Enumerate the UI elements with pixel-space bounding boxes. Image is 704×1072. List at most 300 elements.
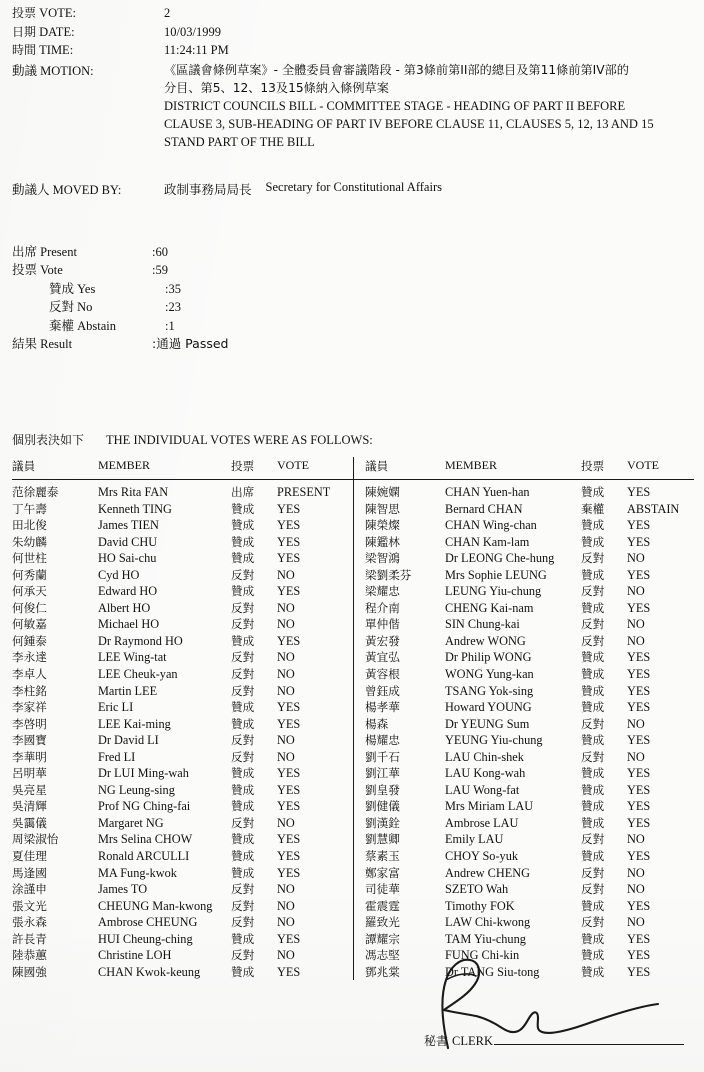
motion-text-en-line3: STAND PART OF THE BILL [164, 135, 315, 149]
table-row [365, 798, 694, 815]
tally-row-abstain [12, 317, 332, 335]
tally-label-present [12, 243, 152, 261]
member-vote-zh: 贊成 [231, 849, 255, 864]
table-row [12, 848, 353, 865]
member-name-zh: 李柱銘 [12, 683, 47, 698]
table-row [12, 600, 353, 617]
meta-label-vote [12, 4, 164, 23]
member-vote-zh: 贊成 [231, 633, 255, 648]
member-vote-zh: 反對 [231, 567, 255, 582]
member-vote-zh: 反對 [231, 882, 255, 897]
member-name-en: Howard YOUNG [445, 700, 532, 715]
tally-value-vote: :59 [152, 263, 168, 278]
member-name-en: Dr Raymond HO [98, 633, 183, 648]
table-header-cells-left [12, 457, 353, 479]
tally-label-abstain-en: Abstain [77, 318, 117, 333]
tally-label-yes-zh: 贊成 [49, 280, 75, 296]
member-vote-zh: 反對 [581, 915, 605, 930]
member-vote-zh: 贊成 [581, 815, 605, 830]
member-vote-en: YES [277, 501, 301, 516]
tally-label-yes-en: Yes [77, 281, 96, 296]
member-name-en: James TO [98, 882, 148, 897]
table-row [12, 534, 353, 551]
header-member-zh-left: 議員 [12, 459, 36, 473]
member-vote-en: YES [277, 534, 301, 549]
member-vote-zh: 贊成 [581, 534, 605, 549]
member-name-zh: 曾鈺成 [365, 683, 400, 698]
member-vote-en: YES [277, 716, 301, 731]
member-vote-en: NO [627, 716, 645, 731]
vote-meta-block [12, 4, 492, 60]
table-row [12, 798, 353, 815]
member-name-en: James TIEN [98, 518, 159, 533]
member-vote-en: YES [277, 700, 301, 715]
member-name-en: Timothy FOK [445, 898, 515, 913]
table-header-row [12, 457, 694, 479]
clerk-line [424, 1032, 684, 1049]
member-name-zh: 鄧兆棠 [365, 964, 400, 979]
member-name-zh: 霍震霆 [365, 898, 400, 913]
member-vote-en: NO [277, 733, 295, 748]
meta-label-vote-en: VOTE: [39, 6, 76, 20]
member-vote-zh: 贊成 [581, 485, 605, 499]
tally-value-yes: :35 [165, 281, 181, 296]
member-vote-en: NO [277, 650, 295, 665]
member-vote-zh: 贊成 [581, 766, 605, 781]
tally-value-result [152, 335, 228, 353]
member-vote-zh: 贊成 [231, 799, 255, 814]
member-name-en: LEE Cheuk-yan [98, 667, 178, 682]
member-name-en: FUNG Chi-kin [445, 948, 520, 963]
member-vote-en: YES [277, 766, 301, 781]
member-vote-en: YES [627, 948, 651, 963]
meta-label-time-zh: 時間 [12, 43, 37, 57]
member-name-zh: 丁午壽 [12, 501, 47, 516]
member-name-en: HO Sai-chu [98, 551, 157, 566]
member-name-en: Albert HO [98, 600, 151, 615]
member-vote-zh: 贊成 [231, 501, 255, 516]
tally-label-result-zh: 結果 [12, 336, 38, 352]
member-vote-en: YES [277, 799, 301, 814]
table-row [12, 732, 353, 749]
header-vote-zh-left: 投票 [231, 459, 255, 473]
table-row [12, 914, 353, 931]
member-vote-zh: 反對 [581, 617, 605, 632]
table-row [12, 716, 353, 733]
member-name-zh: 劉千石 [365, 749, 400, 764]
member-name-zh: 何俊仁 [12, 600, 47, 615]
member-vote-en: YES [627, 567, 651, 582]
tally-row-yes [12, 280, 332, 298]
member-vote-zh: 贊成 [581, 799, 605, 814]
member-name-zh: 吳亮星 [12, 782, 47, 797]
tally-row-result [12, 335, 332, 353]
motion-text [164, 62, 694, 151]
member-vote-en: YES [277, 964, 301, 979]
member-vote-en: YES [277, 518, 301, 533]
member-vote-en: YES [277, 633, 301, 648]
tally-label-result [12, 335, 152, 353]
member-name-en: NG Leung-sing [98, 782, 175, 797]
member-name-en: Kenneth TING [98, 501, 172, 516]
member-name-zh: 楊耀忠 [365, 733, 400, 748]
member-name-zh: 黃宏發 [365, 633, 400, 648]
member-vote-zh: 贊成 [581, 948, 605, 963]
member-name-en: Cyd HO [98, 567, 140, 582]
member-vote-en: YES [627, 849, 651, 864]
member-name-zh: 劉皇發 [365, 782, 400, 797]
member-name-zh: 何秀蘭 [12, 567, 47, 582]
member-name-en: CHAN Wing-chan [445, 518, 537, 533]
table-row [12, 898, 353, 915]
member-name-en: CHENG Kai-nam [445, 600, 534, 615]
member-vote-zh: 贊成 [581, 782, 605, 797]
member-name-zh: 李國寶 [12, 733, 47, 748]
table-row [365, 815, 694, 832]
meta-label-date-en: DATE: [39, 24, 75, 39]
table-row [365, 583, 694, 600]
member-vote-en: NO [277, 567, 295, 582]
tally-label-vote-en: Vote [40, 263, 63, 278]
motion-label-en: MOTION: [40, 64, 94, 78]
table-row [12, 501, 353, 518]
member-vote-zh: 反對 [231, 898, 255, 913]
member-name-zh: 張永森 [12, 915, 47, 930]
member-name-en: LAW Chi-kwong [445, 915, 531, 930]
member-name-zh: 李華明 [12, 749, 47, 764]
moved-by-label-en: MOVED BY: [52, 183, 122, 197]
member-vote-en: YES [277, 832, 301, 847]
member-vote-en: NO [627, 584, 645, 599]
member-vote-zh: 反對 [581, 551, 605, 566]
member-name-en: Ronald ARCULLI [98, 849, 190, 864]
member-name-zh: 朱幼麟 [12, 534, 47, 549]
member-vote-en: YES [627, 733, 651, 748]
moved-by-label [12, 180, 164, 198]
member-name-en: TAM Yiu-chung [445, 931, 526, 946]
member-vote-zh: 出席 [231, 485, 255, 499]
meta-label-date-zh: 日期 [12, 24, 37, 39]
member-name-zh: 張文光 [12, 898, 47, 913]
tally-row-vote [12, 261, 332, 279]
member-name-zh: 司徒華 [365, 882, 400, 897]
member-vote-en: NO [627, 633, 645, 648]
member-name-zh: 李永達 [12, 650, 47, 665]
table-row [12, 881, 353, 898]
tally-label-vote [12, 261, 152, 279]
member-name-zh: 劉江華 [365, 766, 400, 781]
member-vote-zh: 反對 [231, 749, 255, 764]
member-name-en: Dr TANG Siu-tong [445, 964, 540, 979]
member-vote-zh: 贊成 [231, 534, 255, 549]
member-name-en: CHAN Yuen-han [445, 485, 530, 499]
tally-label-no [12, 298, 189, 316]
member-name-zh: 楊孝華 [365, 700, 400, 715]
member-vote-en: YES [627, 667, 651, 682]
tally-value-result-text: :通過 Passed [152, 336, 229, 352]
member-name-zh: 馮志堅 [365, 948, 400, 963]
member-vote-zh: 反對 [231, 617, 255, 632]
member-vote-zh: 贊成 [231, 782, 255, 797]
votes-column-left [12, 484, 353, 980]
table-row [365, 881, 694, 898]
member-vote-en: YES [627, 485, 651, 499]
member-vote-zh: 反對 [581, 633, 605, 648]
member-name-zh: 陳智思 [365, 501, 400, 516]
table-row [365, 898, 694, 915]
member-vote-en: NO [277, 915, 295, 930]
member-name-en: Mrs Miriam LAU [445, 799, 534, 814]
member-name-en: Dr YEUNG Sum [445, 716, 530, 731]
member-name-zh: 呂明華 [12, 766, 47, 781]
header-member-zh-right: 議員 [365, 459, 389, 473]
member-name-zh: 許長青 [12, 931, 47, 946]
table-row [12, 583, 353, 600]
table-header-cells-right [365, 457, 694, 479]
member-name-en: CHAN Kam-lam [445, 534, 530, 549]
meta-value-vote: 2 [164, 6, 171, 20]
member-vote-zh: 反對 [231, 600, 255, 615]
table-header-left [12, 457, 353, 479]
member-name-zh: 涂謹申 [12, 882, 47, 897]
tally-label-abstain-zh: 棄權 [49, 317, 75, 333]
table-row [365, 484, 694, 501]
member-name-en: LEE Wing-tat [98, 650, 167, 665]
table-row [12, 666, 353, 683]
member-name-zh: 譚耀宗 [365, 931, 400, 946]
member-name-zh: 何世柱 [12, 551, 47, 566]
table-row [365, 666, 694, 683]
member-vote-zh: 贊成 [231, 584, 255, 599]
member-vote-zh: 贊成 [581, 683, 605, 698]
meta-value-time: 11:24:11 PM [164, 43, 229, 57]
clerk-label-en: CLERK [452, 1034, 493, 1048]
member-name-zh: 陸恭蕙 [12, 948, 47, 963]
member-vote-en: YES [277, 865, 301, 880]
meta-label-date [12, 23, 164, 42]
table-row [12, 964, 353, 981]
member-vote-en: NO [627, 882, 645, 897]
member-vote-en: NO [627, 617, 645, 632]
member-name-zh: 吳靄儀 [12, 815, 47, 830]
table-row [12, 782, 353, 799]
member-name-zh: 李卓人 [12, 667, 47, 682]
member-vote-en: YES [277, 551, 301, 566]
member-name-zh: 范徐麗泰 [12, 485, 59, 499]
member-name-en: Eric LI [98, 700, 134, 715]
header-vote-zh-right: 投票 [581, 459, 605, 473]
table-row [12, 616, 353, 633]
member-name-en: Ambrose CHEUNG [98, 915, 198, 930]
member-vote-en: NO [277, 948, 295, 963]
member-vote-zh: 棄權 [581, 501, 605, 516]
table-header-right [353, 457, 694, 479]
member-name-en: Bernard CHAN [445, 501, 523, 516]
member-name-zh: 梁劉柔芬 [365, 567, 412, 582]
table-row [365, 848, 694, 865]
table-row [365, 699, 694, 716]
column-divider-header [353, 457, 354, 479]
meta-label-vote-zh: 投票 [12, 6, 37, 20]
member-name-zh: 陳鑑林 [365, 534, 400, 549]
motion-label [12, 62, 164, 151]
table-row [12, 567, 353, 584]
member-name-en: LAU Kong-wah [445, 766, 526, 781]
member-vote-zh: 反對 [231, 667, 255, 682]
member-name-zh: 黃宜弘 [365, 650, 400, 665]
member-name-zh: 程介南 [365, 600, 400, 615]
member-name-zh: 劉漢銓 [365, 815, 400, 830]
table-row [365, 683, 694, 700]
member-name-en: CHAN Kwok-keung [98, 964, 201, 979]
member-vote-en: YES [627, 931, 651, 946]
member-name-en: CHEUNG Man-kwong [98, 898, 213, 913]
table-row [12, 815, 353, 832]
member-vote-en: YES [627, 518, 651, 533]
individual-votes-heading-zh: 個別表決如下 [12, 433, 85, 447]
member-vote-zh: 反對 [581, 716, 605, 731]
table-row [365, 616, 694, 633]
member-name-zh: 梁耀忠 [365, 584, 400, 599]
table-row [12, 484, 353, 501]
member-name-en: Emily LAU [445, 832, 504, 847]
tally-row-no [12, 298, 332, 316]
member-name-en: YEUNG Yiu-chung [445, 733, 543, 748]
member-vote-zh: 贊成 [231, 865, 255, 880]
tally-label-yes [12, 280, 189, 298]
table-row [12, 699, 353, 716]
member-name-en: TSANG Yok-sing [445, 683, 534, 698]
member-vote-en: NO [277, 815, 295, 830]
table-row [365, 600, 694, 617]
table-row [365, 749, 694, 766]
member-name-zh: 何承天 [12, 584, 47, 599]
member-vote-en: NO [627, 749, 645, 764]
table-body [12, 480, 694, 980]
tally-value-abstain: :1 [165, 318, 175, 333]
member-name-zh: 夏佳理 [12, 849, 47, 864]
member-name-en: Fred LI [98, 749, 136, 764]
tally-label-present-zh: 出席 [12, 244, 38, 259]
member-vote-zh: 反對 [231, 948, 255, 963]
header-vote-en-right: VOTE [627, 458, 659, 472]
member-name-zh: 何鍾泰 [12, 633, 47, 648]
member-vote-en: NO [277, 667, 295, 682]
member-name-en: Christine LOH [98, 948, 172, 963]
member-vote-en: NO [627, 551, 645, 566]
meta-row-vote [12, 4, 492, 23]
member-vote-zh: 贊成 [581, 650, 605, 665]
member-name-zh: 劉慧卿 [365, 832, 400, 847]
member-name-en: CHOY So-yuk [445, 849, 518, 864]
table-row [365, 716, 694, 733]
member-name-zh: 楊森 [365, 716, 389, 731]
member-name-en: Dr Philip WONG [445, 650, 532, 665]
motion-text-en-line2: CLAUSE 3, SUB-HEADING OF PART IV BEFORE CLAUSE 11, CLAUSES 5, 12, 13 AND 15 [164, 117, 654, 131]
motion-label-zh: 動議 [12, 63, 38, 78]
member-name-zh: 李啓明 [12, 716, 47, 731]
member-name-en: Dr David LI [98, 733, 159, 748]
meta-row-time [12, 41, 492, 60]
member-name-en: MA Fung-kwok [98, 865, 177, 880]
clerk-signature-rule [494, 1043, 684, 1045]
member-vote-zh: 反對 [231, 683, 255, 698]
table-row [365, 782, 694, 799]
member-vote-zh: 贊成 [581, 733, 605, 748]
table-row [365, 831, 694, 848]
member-vote-zh: 反對 [581, 832, 605, 847]
member-vote-zh: 贊成 [581, 931, 605, 946]
member-vote-en: NO [277, 617, 295, 632]
member-vote-en: YES [627, 683, 651, 698]
member-vote-zh: 反對 [231, 815, 255, 830]
member-vote-zh: 贊成 [581, 518, 605, 533]
individual-votes-heading [12, 431, 373, 448]
table-row [365, 765, 694, 782]
table-row [365, 931, 694, 948]
member-vote-zh: 贊成 [231, 766, 255, 781]
table-row [365, 550, 694, 567]
table-row [12, 633, 353, 650]
table-row [365, 567, 694, 584]
member-name-en: Andrew CHENG [445, 865, 531, 880]
member-name-en: Martin LEE [98, 683, 158, 698]
member-name-zh: 劉健儀 [365, 799, 400, 814]
table-row [12, 865, 353, 882]
member-vote-zh: 贊成 [231, 551, 255, 566]
member-vote-zh: 反對 [581, 882, 605, 897]
member-name-zh: 田北俊 [12, 518, 47, 533]
member-vote-zh: 贊成 [581, 700, 605, 715]
member-vote-zh: 贊成 [581, 667, 605, 682]
member-name-en: Edward HO [98, 584, 158, 599]
tally-label-abstain [12, 317, 189, 335]
motion-text-en-line1: DISTRICT COUNCILS BILL - COMMITTEE STAGE - HEADING OF PART II BEFORE [164, 99, 626, 113]
tally-label-no-en: No [77, 300, 93, 315]
member-vote-en: YES [627, 964, 651, 979]
member-name-en: LAU Chin-shek [445, 749, 524, 764]
table-row [12, 517, 353, 534]
member-name-en: LEE Kai-ming [98, 716, 171, 731]
column-divider-body [353, 480, 354, 980]
member-name-zh: 李家祥 [12, 700, 47, 715]
member-vote-en: NO [277, 882, 295, 897]
member-vote-en: YES [277, 584, 301, 599]
meta-label-time [12, 41, 164, 60]
meta-value-date: 10/03/1999 [164, 24, 221, 39]
member-vote-en: YES [627, 766, 651, 781]
member-vote-zh: 反對 [581, 584, 605, 599]
member-name-zh: 羅致光 [365, 915, 400, 930]
table-row [365, 865, 694, 882]
meta-row-date [12, 23, 492, 42]
moved-by-value-en: Secretary for Constitutional Affairs [265, 180, 442, 194]
tally-label-vote-zh: 投票 [12, 262, 38, 278]
individual-votes-heading-en: THE INDIVIDUAL VOTES WERE AS FOLLOWS: [106, 433, 373, 447]
member-vote-zh: 贊成 [231, 716, 255, 731]
member-name-en: HUI Cheung-ching [98, 931, 193, 946]
member-vote-en: YES [627, 799, 651, 814]
member-vote-en: NO [277, 683, 295, 698]
member-name-en: David CHU [98, 534, 158, 549]
member-name-en: Dr LUI Ming-wah [98, 766, 189, 781]
member-vote-en: YES [627, 782, 651, 797]
motion-text-zh-line1: 《區議會條例草案》- 全體委員會審議階段 - 第3條前第II部的總目及第11條前第IV部的 [164, 63, 629, 77]
member-vote-zh: 反對 [581, 865, 605, 880]
table-row [365, 914, 694, 931]
member-vote-en: YES [627, 898, 651, 913]
member-name-en: Dr LEONG Che-hung [445, 551, 555, 566]
